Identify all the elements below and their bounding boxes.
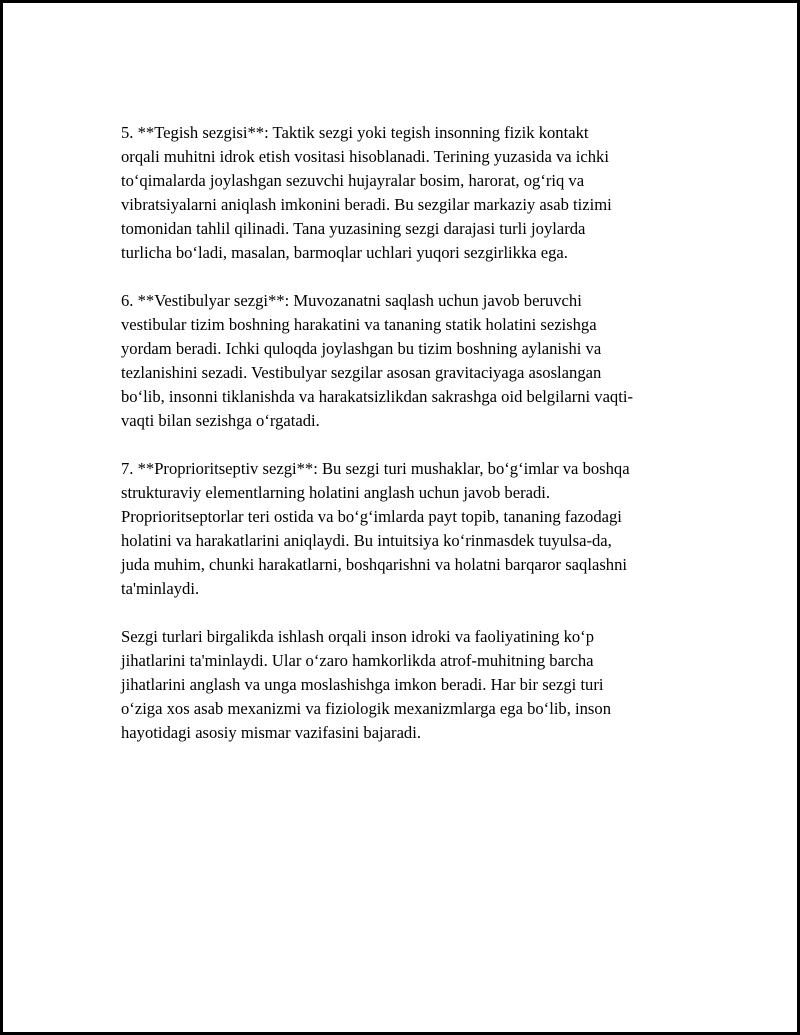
text-line: vestibular tizim boshning harakatini va tananing statik holatini sezishga (121, 315, 597, 334)
text-line: bo‘lib, insonni tiklanishda va harakatsizlikdan sakrashga oid belgilarni vaqti- (121, 387, 633, 406)
text-line: vibratsiyalarni aniqlash imkonini beradi. Bu sezgilar markaziy asab tizimi (121, 195, 612, 214)
text-line: jihatlarini ta'minlaydi. Ular o‘zaro hamkorlikda atrof-muhitning barcha (121, 651, 594, 670)
text-line: vaqti bilan sezishga o‘rgatadi. (121, 411, 320, 430)
text-line: Proprioritseptorlar teri ostida va bo‘g‘imlarda payt topib, tananing fazodagi (121, 507, 622, 526)
text-line: tezlanishini sezadi. Vestibulyar sezgilar asosan gravitaciyaga asoslangan (121, 363, 602, 382)
text-line: 7. **Proprioritseptiv sezgi**: Bu sezgi turi mushaklar, bo‘g‘imlar va boshqa (121, 459, 630, 478)
text-line: turlicha bo‘ladi, masalan, barmoqlar uchlari yuqori sezgirlikka ega. (121, 243, 568, 262)
text-line: orqali muhitni idrok etish vositasi hisoblanadi. Terining yuzasida va ichki (121, 147, 609, 166)
text-line: holatini va harakatlarini aniqlaydi. Bu intuitsiya ko‘rinmasdek tuyulsa-da, (121, 531, 612, 550)
text-line: to‘qimalarda joylashgan sezuvchi hujayralar bosim, harorat, og‘riq va (121, 171, 585, 190)
text-line: jihatlarini anglash va unga moslashishga imkon beradi. Har bir sezgi turi (121, 675, 604, 694)
text-line: juda muhim, chunki harakatlarni, boshqarishni va holatni barqaror saqlashni (121, 555, 627, 574)
text-line: ta'minlaydi. (121, 579, 200, 598)
text-line: hayotidagi asosiy mismar vazifasini bajaradi. (121, 723, 421, 742)
text-line: strukturaviy elementlarning holatini anglash uchun javob beradi. (121, 483, 551, 502)
text-line: Sezgi turlari birgalikda ishlash orqali inson idroki va faoliyatining ko‘p (121, 627, 594, 646)
text-line: 6. **Vestibulyar sezgi**: Muvozanatni saqlash uchun javob beruvchi (121, 291, 582, 310)
text-line: o‘ziga xos asab mexanizmi va fiziologik mexanizmlarga ega bo‘lib, inson (121, 699, 611, 718)
paragraph-proprioceptive-sense (121, 457, 691, 601)
document-body (121, 121, 691, 769)
paragraph-vestibular-sense (121, 289, 691, 433)
text-line: tomonidan tahlil qilinadi. Tana yuzasining sezgi darajasi turli joylarda (121, 219, 586, 238)
text-line: 5. **Tegish sezgisi**: Taktik sezgi yoki tegish insonning fizik kontakt (121, 123, 589, 142)
paragraph-tactile-sense (121, 121, 691, 265)
text-line: yordam beradi. Ichki quloqda joylashgan bu tizim boshning aylanishi va (121, 339, 602, 358)
paragraph-conclusion (121, 625, 691, 745)
